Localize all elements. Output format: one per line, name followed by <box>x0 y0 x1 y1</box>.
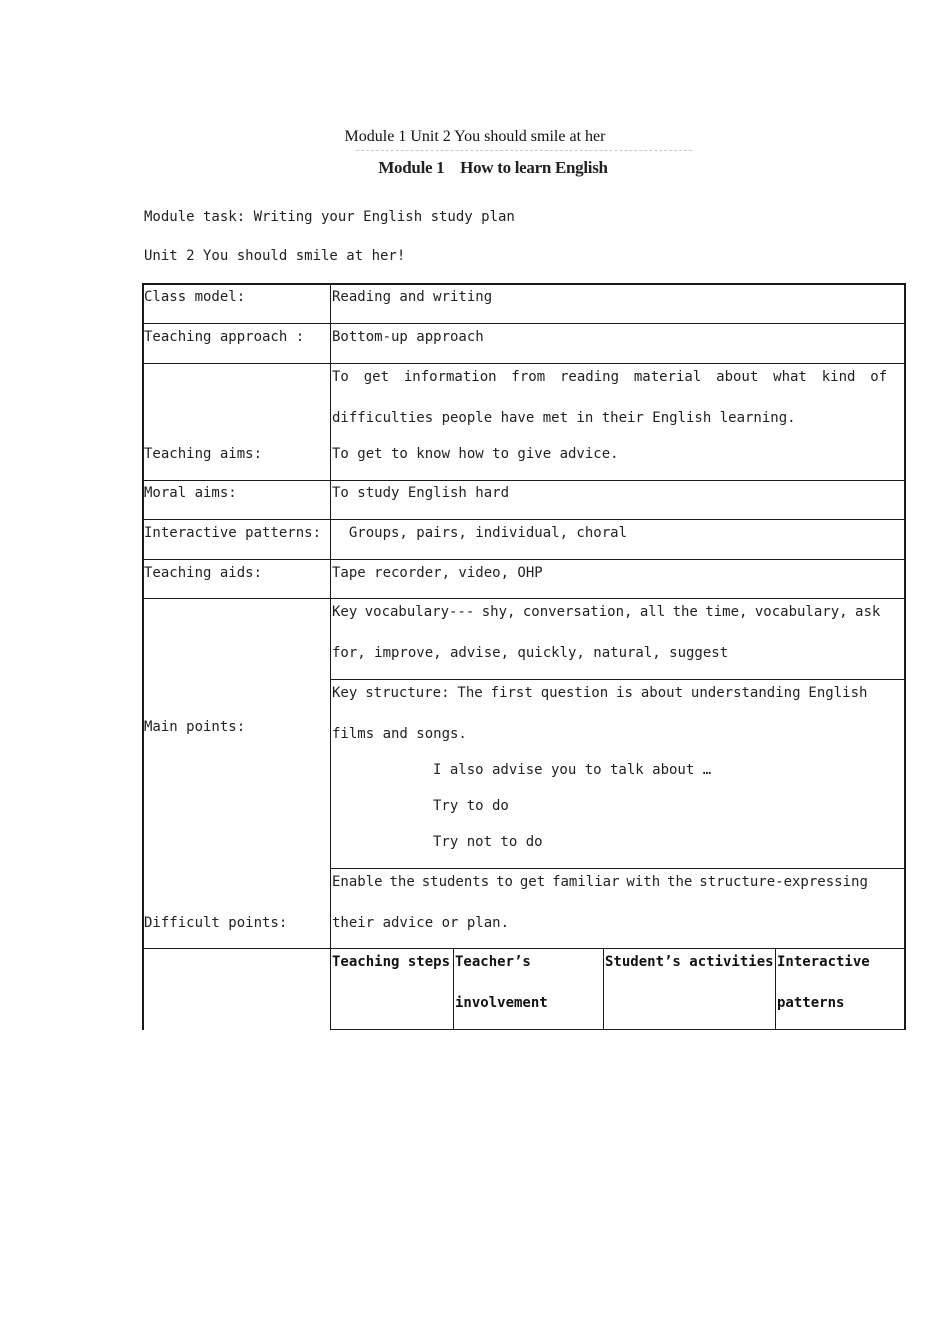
label-column-divider <box>330 284 331 1030</box>
teaching-aids-label: Teaching aids: <box>144 565 263 581</box>
row-divider <box>143 363 905 364</box>
teaching-aims-label: Teaching aims: <box>144 446 263 462</box>
teaching-aids-value: Tape recorder, video, OHP <box>332 565 543 581</box>
teaching-approach-value: Bottom-up approach <box>332 329 484 345</box>
row-divider <box>330 679 905 680</box>
row-divider <box>143 948 905 949</box>
difficult-points-line-1: Enable the students to get familiar with the structure-expressing <box>332 874 868 890</box>
key-structure-line-2: films and songs. <box>332 726 467 742</box>
row-divider <box>330 868 905 869</box>
teacher-involvement-header-line-1: Teacher’s <box>455 954 531 970</box>
steps-column-divider <box>453 948 454 1030</box>
structure-example-2: Try to do <box>433 798 509 814</box>
structure-example-3: Try not to do <box>433 834 543 850</box>
key-vocabulary-line-2: for, improve, advise, quickly, natural, suggest <box>332 645 729 661</box>
teaching-steps-header: Teaching steps <box>332 954 451 970</box>
steps-column-divider <box>775 948 776 1030</box>
interactive-patterns-value: Groups, pairs, individual, choral <box>332 525 628 541</box>
table-border-right <box>904 283 906 1030</box>
steps-column-divider <box>603 948 604 1030</box>
document-header-title: Module 1 Unit 2 You should smile at her <box>344 128 606 145</box>
row-divider <box>143 480 905 481</box>
difficult-points-label: Difficult points: <box>144 915 288 931</box>
interactive-patterns-label: Interactive patterns: <box>144 525 322 541</box>
unit-title-line: Unit 2 You should smile at her! <box>144 248 406 264</box>
difficult-points-line-2: their advice or plan. <box>332 915 510 931</box>
teaching-aims-line-3: To get to know how to give advice. <box>332 446 619 462</box>
row-divider <box>330 1029 905 1030</box>
main-points-label: Main points: <box>144 719 246 735</box>
teaching-aims-line-1: To get information from reading material about what kind of <box>332 369 888 385</box>
teaching-approach-label: Teaching approach : <box>144 329 305 345</box>
teacher-involvement-header-line-2: involvement <box>455 995 548 1011</box>
row-divider <box>143 559 905 560</box>
key-vocabulary-line-1: Key vocabulary--- shy, conversation, all the time, vocabulary, ask <box>332 604 881 620</box>
row-divider <box>143 323 905 324</box>
class-model-value: Reading and writing <box>332 289 493 305</box>
module-title: Module 1 How to learn English <box>378 158 608 177</box>
student-activities-header: Student’s activities <box>605 954 774 970</box>
key-structure-line-1: Key structure: The first question is about understanding English <box>332 685 868 701</box>
table-border-top <box>142 283 906 285</box>
moral-aims-label: Moral aims: <box>144 485 237 501</box>
module-task-line: Module task: Writing your English study plan <box>144 209 515 225</box>
structure-example-1: I also advise you to talk about … <box>433 762 712 778</box>
interactive-patterns-header-line-2: patterns <box>777 995 845 1011</box>
row-divider <box>143 598 905 599</box>
interactive-patterns-header-line-1: Interactive <box>777 954 870 970</box>
teaching-aims-line-2: difficulties people have met in their English learning. <box>332 410 796 426</box>
moral-aims-value: To study English hard <box>332 485 510 501</box>
class-model-label: Class model: <box>144 289 246 305</box>
row-divider <box>143 519 905 520</box>
